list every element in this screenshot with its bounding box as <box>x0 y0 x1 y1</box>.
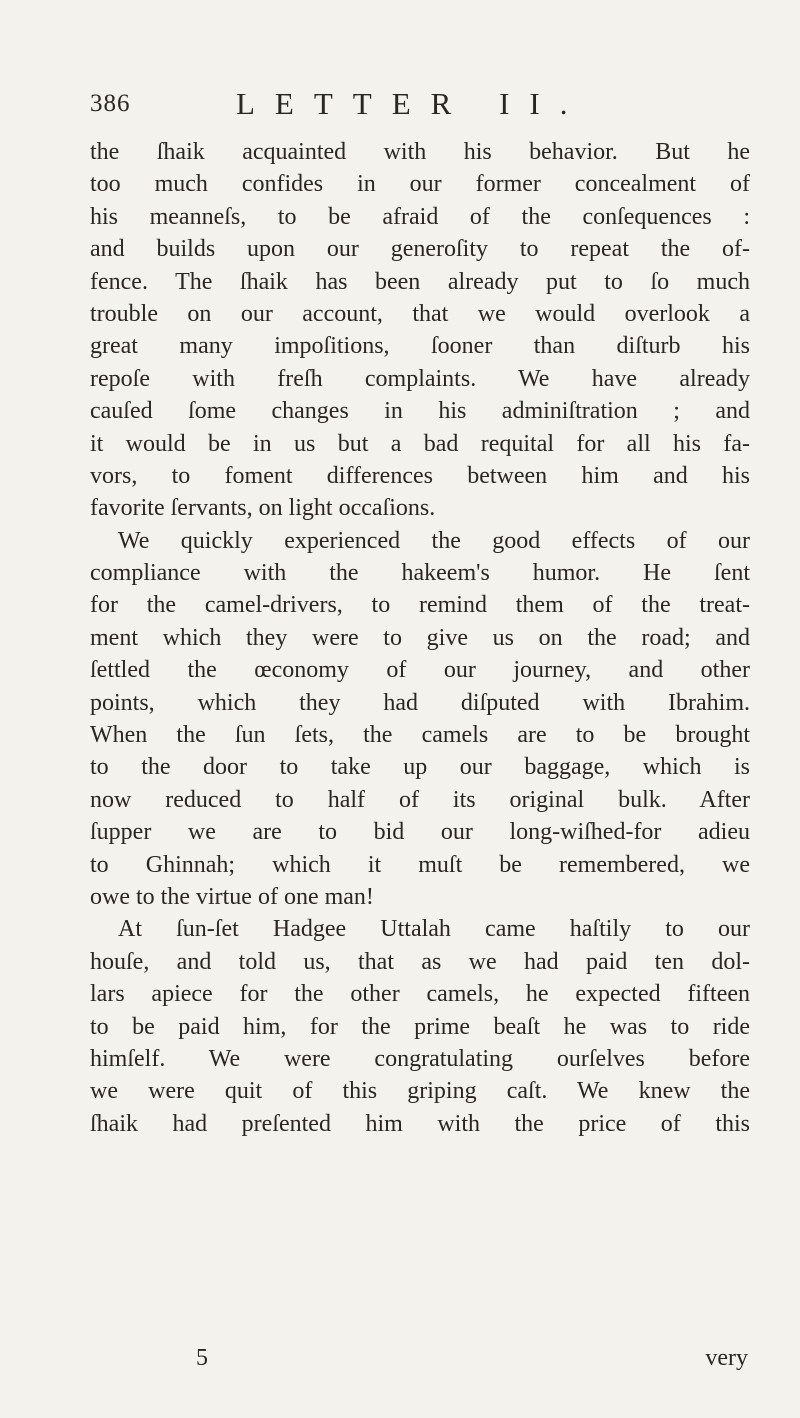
page-footer <box>90 1340 750 1376</box>
text-line: repoſe with freſh complaints. We have already <box>90 365 750 392</box>
text-line: too much confides in our former concealment of <box>90 171 750 198</box>
text-line: owe to the virtue of one man! <box>90 883 374 910</box>
text-line: to be paid him, for the prime beaſt he was to ride <box>90 1013 750 1040</box>
text-line: ſettled the œconomy of our journey, and other <box>90 657 750 684</box>
text-line: cauſed ſome changes in his adminiſtration ; and <box>90 398 750 425</box>
catchword: very <box>705 1345 748 1371</box>
page-number: 386 <box>90 90 131 117</box>
text-line: we were quit of this griping caſt. We knew the <box>90 1078 750 1105</box>
text-line: for the camel-drivers, to remind them of the treat- <box>90 592 750 619</box>
text-line: ſupper we are to bid our long-wiſhed-for adieu <box>90 819 750 846</box>
text-line: now reduced to half of its original bulk. After <box>90 786 750 813</box>
text-line: vors, to foment differences between him and his <box>90 462 750 489</box>
text-line: We quickly experienced the good effects of our <box>118 527 750 554</box>
body-text <box>90 136 750 1140</box>
text-line: compliance with the hakeem's humor. He ſent <box>90 560 750 587</box>
text-line: to Ghinnah; which it muſt be remembered, we <box>90 851 750 878</box>
text-line: the ſhaik acquainted with his behavior. But he <box>90 139 750 165</box>
text-line: his meanneſs, to be afraid of the conſequences : <box>90 203 750 230</box>
text-line: fence. The ſhaik has been already put to ſo much <box>90 268 750 295</box>
text-line: lars apiece for the other camels, he expected fifteen <box>90 981 750 1008</box>
text-line: to the door to take up our baggage, which is <box>90 754 750 781</box>
text-line: ment which they were to give us on the road; and <box>90 624 750 651</box>
text-line: When the ſun ſets, the camels are to be brought <box>90 722 750 749</box>
text-line: ſhaik had preſented him with the price of this <box>90 1110 750 1137</box>
text-line: and builds upon our generoſity to repeat the of- <box>90 236 750 263</box>
text-line: it would be in us but a bad requital for all his fa- <box>90 430 750 457</box>
text-line: favorite ſervants, on light occaſions. <box>90 495 436 522</box>
page-header <box>90 84 750 124</box>
text-line: trouble on our account, that we would overlook a <box>90 300 750 327</box>
text-line: houſe, and told us, that as we had paid ten dol- <box>90 948 750 975</box>
running-title: LETTER II. <box>236 86 588 121</box>
text-line: great many impoſitions, ſooner than diſturb his <box>90 333 750 360</box>
text-line: points, which they had diſputed with Ibrahim. <box>90 689 750 716</box>
signature-mark: 5 <box>196 1345 208 1371</box>
text-line: At ſun-ſet Hadgee Uttalah came haſtily to our <box>118 916 750 943</box>
text-line: himſelf. We were congratulating ourſelves before <box>90 1045 750 1072</box>
